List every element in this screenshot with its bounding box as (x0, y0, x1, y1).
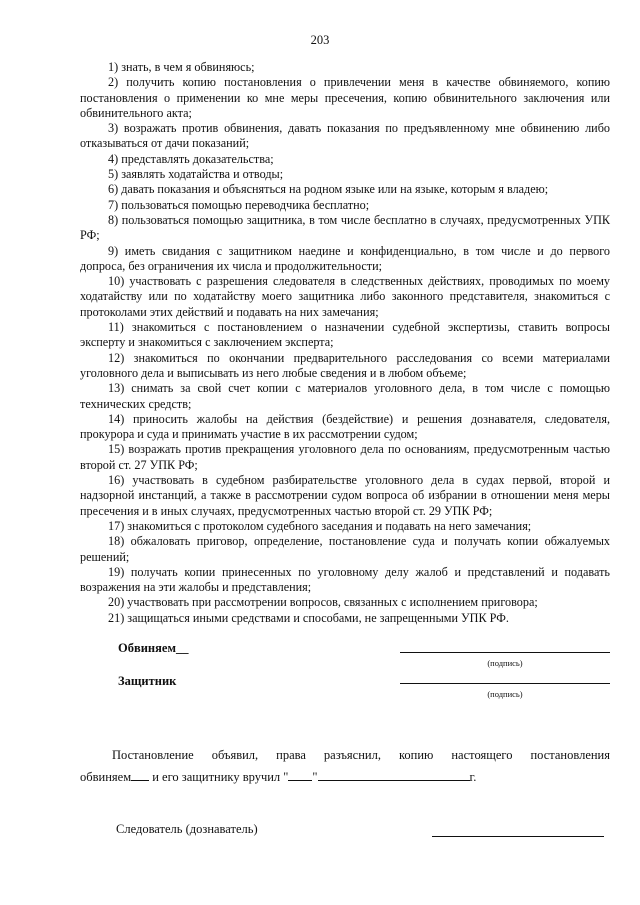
right-item: 10) участвовать с разрешения следователя в следственных действиях, проводимых по моему ходатайству или по ходатайству моего защитника либо законного представителя, знакомиться с протоколами этих действий и подавать на них замечания; (80, 274, 610, 319)
defender-label: Защитник (118, 674, 177, 688)
rights-list (80, 60, 610, 626)
statement-quote: " (312, 770, 318, 784)
right-item: 15) возражать против прекращения уголовного дела по основаниям, предусмотренным частью второй ст. 27 УПК РФ; (80, 442, 610, 472)
accused-label: Обвиняем__ (118, 641, 189, 655)
statement-line-2 (80, 766, 610, 788)
right-item: 18) обжаловать приговор, определение, постановление суда и получать копии обжалуемых решений; (80, 534, 610, 564)
right-item: 11) знакомиться с постановлением о назначении судебной экспертизы, ставить вопросы эксперту и знакомиться с заключением эксперта; (80, 320, 610, 350)
right-item: 6) давать показания и объясняться на родном языке или на языке, которым я владею; (108, 182, 549, 197)
right-item: 2) получить копию постановления о привлечении меня в качестве обвиняемого, копию постановления о применении ко мне меры пресечения, копию обвинительного заключения или обвинительного акта; (80, 75, 610, 120)
right-item: 14) приносить жалобы на действия (бездействие) и решения дознавателя, следователя, прокурора и суда и принимать участие в их рассмотрении судом; (80, 411, 610, 442)
right-item: 16) участвовать в судебном разбирательстве уголовного дела в судах первой, второй и надзорной инстанций, а также в рассмотрении судом вопроса об избрании в отношении меня меры пресечения и в иных случаях, предусмотренных частью второй ст. 29 УПК РФ; (80, 473, 610, 518)
right-item: 19) получать копии принесенных по уголовному делу жалоб и представлений и подавать возражения на эти жалобы и представления; (80, 564, 610, 595)
defender-signature-line[interactable] (400, 683, 610, 684)
month-blank[interactable] (318, 769, 470, 781)
day-blank[interactable] (288, 769, 312, 781)
right-item: 1) знать, в чем я обвиняюсь; (108, 60, 255, 74)
right-item: 13) снимать за свой счет копии с материалов уголовного дела, в том числе с помощью технических средств; (80, 381, 610, 411)
investigator-signature-line[interactable] (432, 836, 604, 837)
statement-block (80, 744, 610, 788)
right-item: 8) пользоваться помощью защитника, в том числе бесплатно в случаях, предусмотренных УПК РФ; (80, 212, 610, 243)
right-item: 4) представлять доказательства; (108, 151, 274, 166)
right-item: 9) иметь свидания с защитником наедине и конфиденциально, в том числе и до первого допроса, без ограничения их числа и продолжительности; (80, 243, 610, 273)
right-item: 21) защищаться иными средствами и способами, не запрещенными УПК РФ. (108, 610, 509, 625)
right-item: 7) пользоваться помощью переводчика бесплатно; (108, 197, 370, 212)
statement-accused-word: обвиняем (80, 770, 132, 784)
accused-signature-line[interactable] (400, 652, 610, 653)
defender-signature-caption: (подпись) (487, 689, 523, 699)
investigator-label: Следователь (дознаватель) (116, 822, 258, 836)
right-item: 20) участвовать при рассмотрении вопросов, связанных с исполнением приговора; (108, 595, 538, 610)
statement-line-1: Постановление объявил, права разъяснил, копию настоящего постановления (112, 748, 610, 762)
right-item: 12) знакомиться по окончании предварительного расследования со всеми материалами уголовного дела и выписывать из него любые сведения и в любом объеме; (80, 350, 610, 380)
statement-year-suffix: г. (469, 770, 477, 784)
right-item: 5) заявлять ходатайства и отводы; (108, 167, 284, 182)
accused-ending-blank[interactable] (131, 769, 149, 781)
page-number: 203 (310, 33, 330, 47)
right-item: 3) возражать против обвинения, давать показания по предъявленному мне обвинению либо отказываться от дачи показаний; (80, 121, 610, 151)
accused-signature-caption: (подпись) (487, 658, 523, 668)
statement-handed-text: и его защитнику вручил " (152, 770, 289, 784)
right-item: 17) знакомиться с протоколом судебного заседания и подавать на него замечания; (108, 518, 532, 533)
